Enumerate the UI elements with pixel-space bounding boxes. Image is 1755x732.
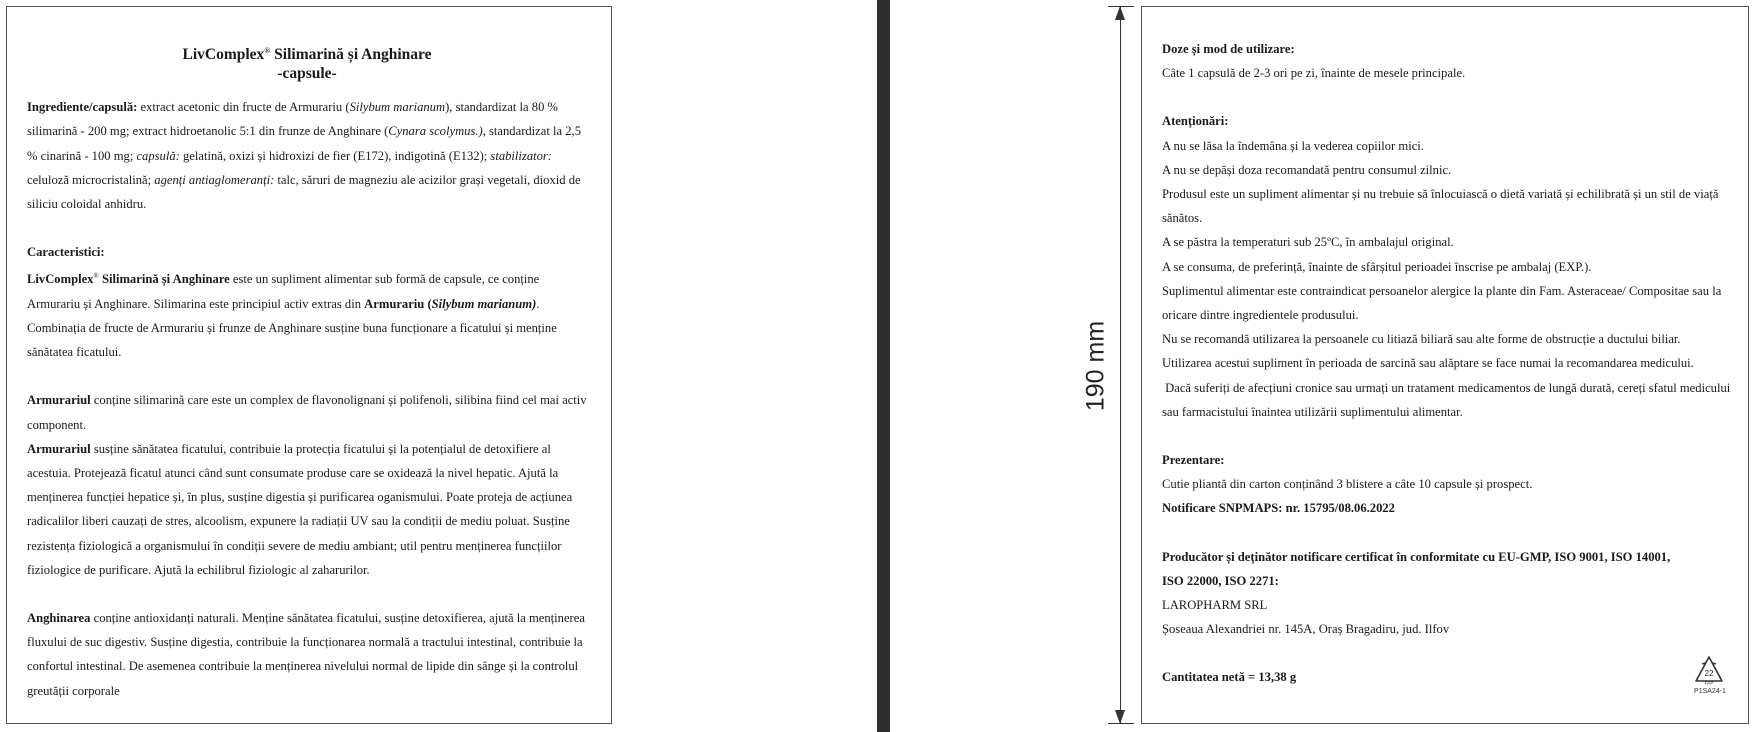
ingredients-category: stabilizator: (490, 148, 553, 163)
armurariu-heading: Armurariul (27, 393, 91, 408)
warnings-label (1162, 109, 1732, 133)
dimension-arrow-up-icon (1115, 6, 1125, 20)
characteristics-text: este un supliment alimentar sub formă de capsule, ce conține Armurariu și Anghinare. Silimarina este principiul activ extras din (27, 272, 540, 311)
recycling-symbol-icon (1694, 655, 1724, 685)
net-quantity (1162, 665, 1732, 689)
ingredients-text: , standardizat la 2,5 % cinarină - 100 mg; (27, 124, 581, 163)
recycle-material: PAP (1704, 680, 1714, 685)
producer-name: LAROPHARM SRL (1162, 598, 1268, 613)
warning-item: A se consuma, de preferință, înainte de sfârșitul perioadei înscrise pe ambalaj (EXP.). (1162, 259, 1592, 274)
armurariu-paragraph-2 (27, 437, 587, 582)
warning-item: A nu se lăsa la îndemâna și la vederea copiilor mici. (1162, 138, 1424, 153)
armurariu-heading: Armurariul (27, 441, 91, 456)
characteristics-product-name: Silimarină și Anghinare (98, 272, 230, 287)
ingredients-text: talc, săruri de magneziu ale acizilor grași vegetali, dioxid de siliciu coloidal anhidru. (27, 172, 581, 211)
characteristics-latin-name: Silybum marianum) (431, 296, 537, 311)
warning-item: Produsul este un supliment alimentar și nu trebuie să înlocuiască o dietă variată și echilibrată și un stil de viață sănătos. (1162, 187, 1719, 226)
anghinare-paragraph (27, 606, 587, 703)
ingredients-label: Ingrediente/capsulă: (27, 100, 138, 115)
ingredients-latin-name: Cynara scolymus.) (388, 124, 483, 139)
characteristics-brand: LivComplex (27, 272, 94, 287)
ingredients-text: celuloză microcristalină; (27, 172, 155, 187)
ingredients-text: ), standardizat la 80 % silimarină - 200 mg; extract hidroetanolic 5:1 din frunze de Anghinare ( (27, 100, 559, 139)
armurariu-text: conține silimarină care este un complex de flavonolignani și polifenoli, silibina fiind cel mai activ component. (27, 393, 587, 432)
dimension-line (1120, 6, 1121, 724)
characteristics-heading: Caracteristici: (27, 245, 105, 260)
title-name: Silimarină și Anghinare (270, 46, 432, 64)
warning-item: Nu se recomandă utilizarea la persoanele cu litiază biliară sau alte forme de obstrucție a ductului biliar. (1162, 332, 1681, 347)
product-subtitle: -capsule- (277, 65, 337, 83)
dimension-tick-top (1108, 6, 1134, 7)
characteristics-text: . Combinația de fructe de Armurariu și frunze de Anghinare susține buna funcționare a ficatului și menține sănătatea ficatului. (27, 296, 557, 360)
page-separator-bar (877, 0, 890, 732)
print-code: P1SA24-1 (1694, 688, 1726, 695)
warning-item: Suplimentul alimentar este contraindicat persoanelor alergice la plante din Fam. Asteraceae/ Compositae sau la oricare dintre ingredientele produsului. (1162, 283, 1722, 323)
registered-mark: ® (93, 272, 99, 281)
dose-text: Câte 1 capsulă de 2-3 ori pe zi, înainte de mesele principale. (1162, 66, 1466, 81)
presentation-label (1162, 448, 1732, 472)
dose-heading: Doze și mod de utilizare: (1162, 42, 1295, 56)
ingredients-text: gelatină, oxizi și hidroxizi de fier (E172), indigotină (E132); (179, 148, 491, 163)
anghinare-text: conține antioxidanți naturali. Menține sănătatea ficatului, susține detoxifierea, ajută la menținerea fluxului de suc digestiv. Susține digestia, contribuie la funcționarea normală a tractului intestinal, contribuie la confortul intestinal. De asemenea contribuie la menținerea nivelului normal de lipide din sânge și la controlul greutății corporale (27, 611, 585, 698)
notification-text (1162, 496, 1732, 520)
warnings-heading: Atenționări: (1162, 114, 1229, 129)
dimension-tick-bottom (1108, 723, 1134, 724)
presentation-text: Cutie pliantă din carton conținând 3 blistere a câte 10 capsule și prospect. (1162, 477, 1533, 492)
warning-item: Utilizarea acestui supliment în perioada de sarcină sau alăptare se face numai la recomandarea medicului. (1162, 356, 1694, 371)
anghinare-heading: Anghinarea (27, 611, 91, 625)
title-brand: LivComplex (182, 46, 265, 64)
warning-item: A nu se depăși doza recomandată pentru consumul zilnic. (1162, 162, 1452, 177)
notification-number: Notificare SNPMAPS: nr. 15795/08.06.2022 (1162, 501, 1395, 516)
armurariu-text: susține sănătatea ficatului, contribuie la protecția ficatului și la potențialul de detoxifiere al acestuia. Protejează ficatul atunci când sunt consumate produse care se oxidează la nivel hepatic. Ajută la menținerea funcției hepatice și, în plus, susține digestia și purificarea oganismului. Poate proteja de acțiunea radicalilor liberi cauzați de stres, alcoolism, expunere la radiații UV sau la condiții de mediu poluat. Susține rezistența fiziologică a organismului în condiții severe de mediu ambiant; util pentru menținerea funcțiilor fiziologice de purificare. Ajută la echilibrul fiziologic al zaharurilor. (27, 441, 573, 577)
dimension-label: 190 mm (1081, 320, 1110, 412)
ingredients-paragraph (27, 95, 587, 216)
presentation-heading: Prezentare: (1162, 453, 1225, 468)
armurariu-paragraph-1 (27, 388, 587, 436)
title-registered-mark: ® (264, 46, 271, 55)
product-title (27, 41, 587, 64)
recycle-number: 22 (1704, 669, 1714, 678)
characteristics-plant-name: Armurariu ( (364, 296, 432, 311)
producer-address: Șoseaua Alexandriei nr. 145A, Oraș Bragadiru, jud. Ilfov (1162, 622, 1450, 637)
ingredients-category: agenți antiaglomeranți: (154, 172, 275, 187)
dimension-arrow-down-icon (1115, 710, 1125, 724)
producer-heading: Producător și deținător notificare certificat în conformitate cu EU-GMP, ISO 9001, ISO 14001, ISO 22000, ISO 2271: (1162, 549, 1671, 588)
warning-item: Dacă suferiți de afecțiuni cronice sau urmați un tratament medicamentos de lungă durată, cereți sfatul medicului sau farmacistului înaintea utilizării suplimentului alimentar. (1162, 380, 1734, 419)
dose-label (1162, 37, 1732, 61)
net-quantity-value: Cantitatea netă = 13,38 g (1162, 670, 1297, 685)
ingredients-latin-name: Silybum marianum (349, 100, 446, 115)
ingredients-category: capsulă: (136, 148, 180, 163)
producer-label (1162, 545, 1732, 593)
characteristics-paragraph (27, 264, 587, 364)
warning-item: A se păstra la temperaturi sub 25ºC, în ambalajul original. (1162, 235, 1454, 250)
left-leaflet-panel (6, 6, 612, 724)
right-leaflet-panel (1141, 6, 1749, 724)
characteristics-label (27, 240, 587, 264)
ingredients-text: extract acetonic din fructe de Armurariu ( (137, 100, 350, 115)
